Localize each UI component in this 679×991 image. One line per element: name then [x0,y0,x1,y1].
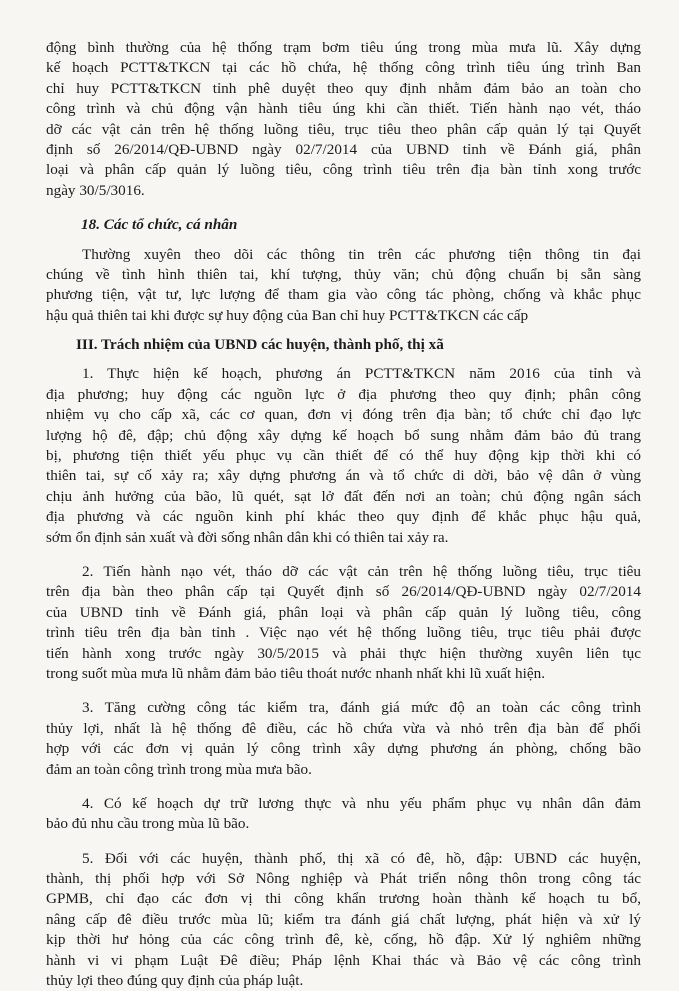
text-line: đảm an toàn công trình trong mùa mưa bão. [46,760,312,778]
text-line: 3. Tăng cường công tác kiểm tra, đánh giá mức độ an toàn các công trình [82,699,641,717]
text-line: định số 26/2014/QĐ-UBND ngày 02/7/2014 của UBND tỉnh về Đánh giá, phân [46,140,641,158]
paragraph-2 [46,562,641,684]
text-line: chỉ huy PCTT&TKCN tỉnh phê duyệt theo quy định nhằm đảm bảo an toàn cho [46,79,641,97]
text-line: Thường xuyên theo dõi các thông tin trên các phương tiện thông tin đại [82,245,641,263]
paragraph-5 [46,849,641,991]
text-line: 1. Thực hiện kế hoạch, phương án PCTT&TKCN năm 2016 của tỉnh và [82,365,641,383]
text-line: nâng cấp đê điều trước mùa lũ; kiểm tra đánh giá chất lượng, phát hiện và xử lý [46,910,641,928]
paragraph-intro [46,38,641,201]
text-line: hậu quả thiên tai khi được sự huy động của Ban chỉ huy PCTT&TKCN các cấp [46,306,529,324]
text-line: 5. Đối với các huyện, thành phố, thị xã có đê, hồ, đập: UBND các huyện, [82,849,641,867]
text-line: trên địa bàn theo phân cấp tại Quyết định số 26/2014/QĐ-UBND ngày 02/7/2014 [46,583,641,601]
text-line: kế hoạch PCTT&TKCN tại các hồ chứa, hệ thống công trình tiêu úng trình Ban [46,59,641,77]
text-line: hợp với các đơn vị quản lý công trình xây dựng phương án phòng, chống bão [46,740,641,758]
text-line: nhiệm vụ cho cấp xã, các cơ quan, đơn vị đóng trên địa bàn; tổ chức chỉ đạo lực [46,406,641,424]
text-line: thủy lợi, nhất là hệ thống đê điều, các hồ chứa vừa và nhỏ trên địa bàn để phối [46,719,641,737]
text-line: thiên tai, sự cố xảy ra; xây dựng phương án và tổ chức di dời, bảo vệ dân ở vùng [46,467,641,485]
text-line: của UBND tỉnh về Đánh giá, phân loại và phân cấp quản lý luồng tiêu, công [46,603,641,621]
text-line: ngày 30/5/3016. [46,181,145,199]
text-line: thành, thị phối hợp với Sở Nông nghiệp và Phát triển nông thôn trong công tác [46,870,641,888]
text-line: trình tiêu trên địa bàn tỉnh . Việc nạo vét hệ thống luồng tiêu, trục tiêu phải được [46,624,641,642]
text-line: chúng về tình hình thiên tai, khí tượng, thủy văn; chủ động chuẩn bị sẵn sàng [46,265,641,283]
section-heading-18: 18. Các tổ chức, cá nhân [81,216,238,234]
text-line: phương tiện, vật tư, lực lượng để tham gia vào công tác phòng, chống và khắc phục [46,286,641,304]
paragraph-18 [46,245,641,327]
text-line: kịp thời hư hỏng của các công trình đê, kè, cống, hồ đập. Xử lý nghiêm những [46,931,641,949]
text-line: dỡ các vật cản trên hệ thống luồng tiêu, trục tiêu theo phân cấp quản lý tại Quyết [46,120,641,138]
section-heading-iii: III. Trách nhiệm của UBND các huyện, thành phố, thị xã [76,336,444,354]
text-line: bị, phương tiện thiết yếu phục vụ cần thiết để có thể huy động kịp thời khi có [46,447,641,465]
text-line: hành vi vi phạm Luật Đê điều; Pháp lệnh Khai thác và Bảo vệ các công trình [46,951,641,969]
text-line: tiến hành xong trước ngày 30/5/2015 và phải thực hiện thường xuyên liên tục [46,644,641,662]
paragraph-1 [46,364,641,548]
text-line: GPMB, chỉ đạo các đơn vị thi công khẩn trương hoàn thành kế hoạch tu bổ, [46,890,641,908]
text-line: thủy lợi theo đúng quy định của pháp luật. [46,972,304,990]
text-line: địa phương; huy động các nguồn lực ở địa phương theo quy định; phân công [46,385,641,403]
paragraph-3 [46,698,641,780]
text-line: chịu ảnh hưởng của bão, lũ quét, sạt lở đất đến nơi an toàn; chủ động ngân sách [46,487,641,505]
text-line: lượng hộ đê, đập; chủ động xây dựng kế hoạch bổ sung nhằm đảm bảo đủ trang [46,426,641,444]
text-line: loại và phân cấp quản lý luồng tiêu, công trình tiêu trên địa bàn tỉnh xong trước [46,161,641,179]
text-line: sớm ổn định sản xuất và đời sống nhân dân khi có thiên tai xảy ra. [46,528,449,546]
text-line: trong suốt mùa mưa lũ nhằm đảm bảo tiêu thoát nước nhanh nhất khi lũ xuất hiện. [46,664,546,682]
text-line: công trình và chủ động vận hành tiêu úng khi cần thiết. Tiến hành nạo vét, tháo [46,100,641,118]
text-line: bảo đủ nhu cầu trong mùa lũ bão. [46,815,250,833]
text-line: động bình thường của hệ thống trạm bơm tiêu úng trong mùa mưa lũ. Xây dựng [46,39,641,56]
text-line: địa phương và các nguồn kinh phí khác theo quy định để khắc phục hậu quả, [46,508,641,526]
paragraph-4 [46,794,641,835]
text-line: 4. Có kế hoạch dự trữ lương thực và nhu yếu phẩm phục vụ nhân dân đảm [82,794,641,812]
text-line: 2. Tiến hành nạo vét, tháo dỡ các vật cản trên hệ thống luồng tiêu, trục tiêu [82,562,641,580]
